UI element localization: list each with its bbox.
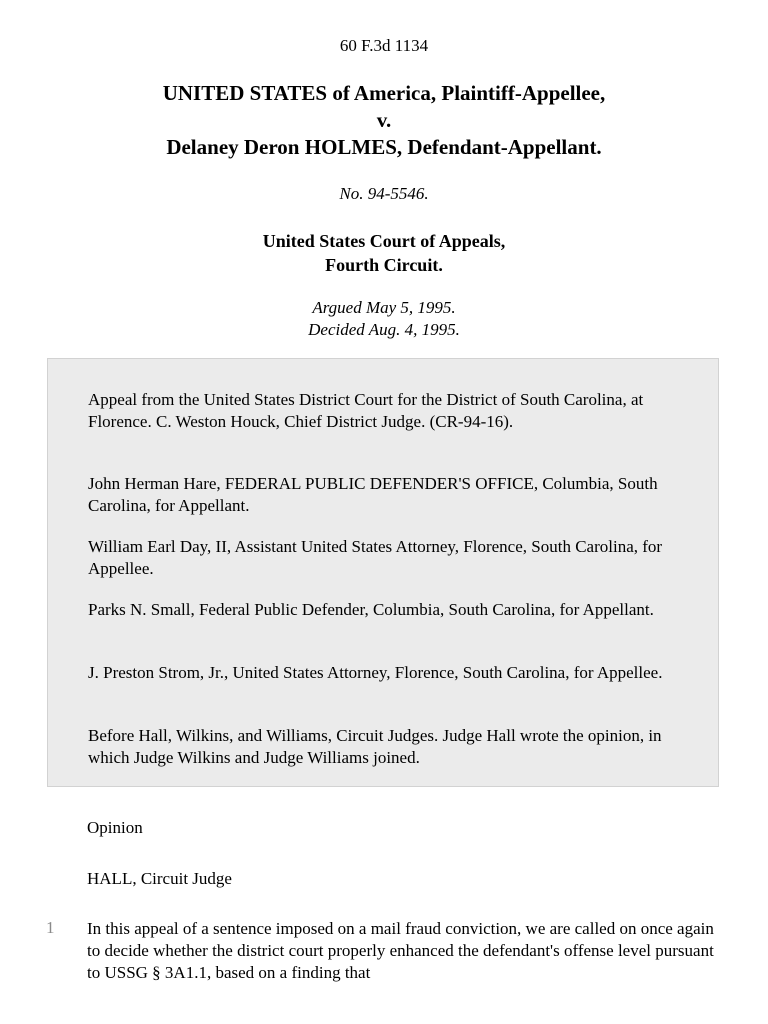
decided-date: Decided Aug. 4, 1995. [308, 320, 460, 339]
opinion-author: HALL, Circuit Judge [87, 869, 232, 888]
panel-text: Before Hall, Wilkins, and Williams, Circuit Judges. Judge Hall wrote the opinion, in which Judge Wilkins and Judge Williams joined. [88, 726, 662, 767]
paragraph-text: In this appeal of a sentence imposed on a mail fraud conviction, we are called on once again to decide whether the district court properly enhanced the defendant's offense level pursuant to USSG § 3A1.1, based on a finding that [87, 919, 714, 982]
versus-line: v. [376, 108, 392, 132]
counsel-entry: John Herman Hare, FEDERAL PUBLIC DEFENDER'S OFFICE, Columbia, South Carolina, for Appellant. [88, 474, 658, 515]
case-info-box [47, 358, 719, 787]
case-dates [0, 297, 768, 341]
case-caption [0, 80, 768, 161]
argued-date: Argued May 5, 1995. [312, 298, 456, 317]
opinion-heading: Opinion [87, 818, 143, 837]
plaintiff-line: UNITED STATES of America, Plaintiff-Appellee, [162, 81, 606, 105]
paragraph-number: 1 [46, 918, 55, 937]
case-citation: 60 F.3d 1134 [339, 36, 429, 55]
court-name-line-2: Fourth Circuit. [325, 255, 443, 275]
docket-number: No. 94-5546. [339, 184, 429, 203]
appeal-from-text: Appeal from the United States District Court for the District of South Carolina, at Florence. C. Weston Houck, Chief District Judge. (CR-94-16). [88, 390, 644, 431]
defendant-line: Delaney Deron HOLMES, Defendant-Appellant. [166, 135, 602, 159]
counsel-entry: J. Preston Strom, Jr., United States Attorney, Florence, South Carolina, for Appellee. [88, 663, 663, 682]
counsel-entry: William Earl Day, II, Assistant United States Attorney, Florence, South Carolina, for Appellee. [88, 537, 663, 578]
court-name [0, 229, 768, 277]
court-name-line-1: United States Court of Appeals, [262, 231, 506, 251]
counsel-entry: Parks N. Small, Federal Public Defender, Columbia, South Carolina, for Appellant. [88, 600, 654, 619]
